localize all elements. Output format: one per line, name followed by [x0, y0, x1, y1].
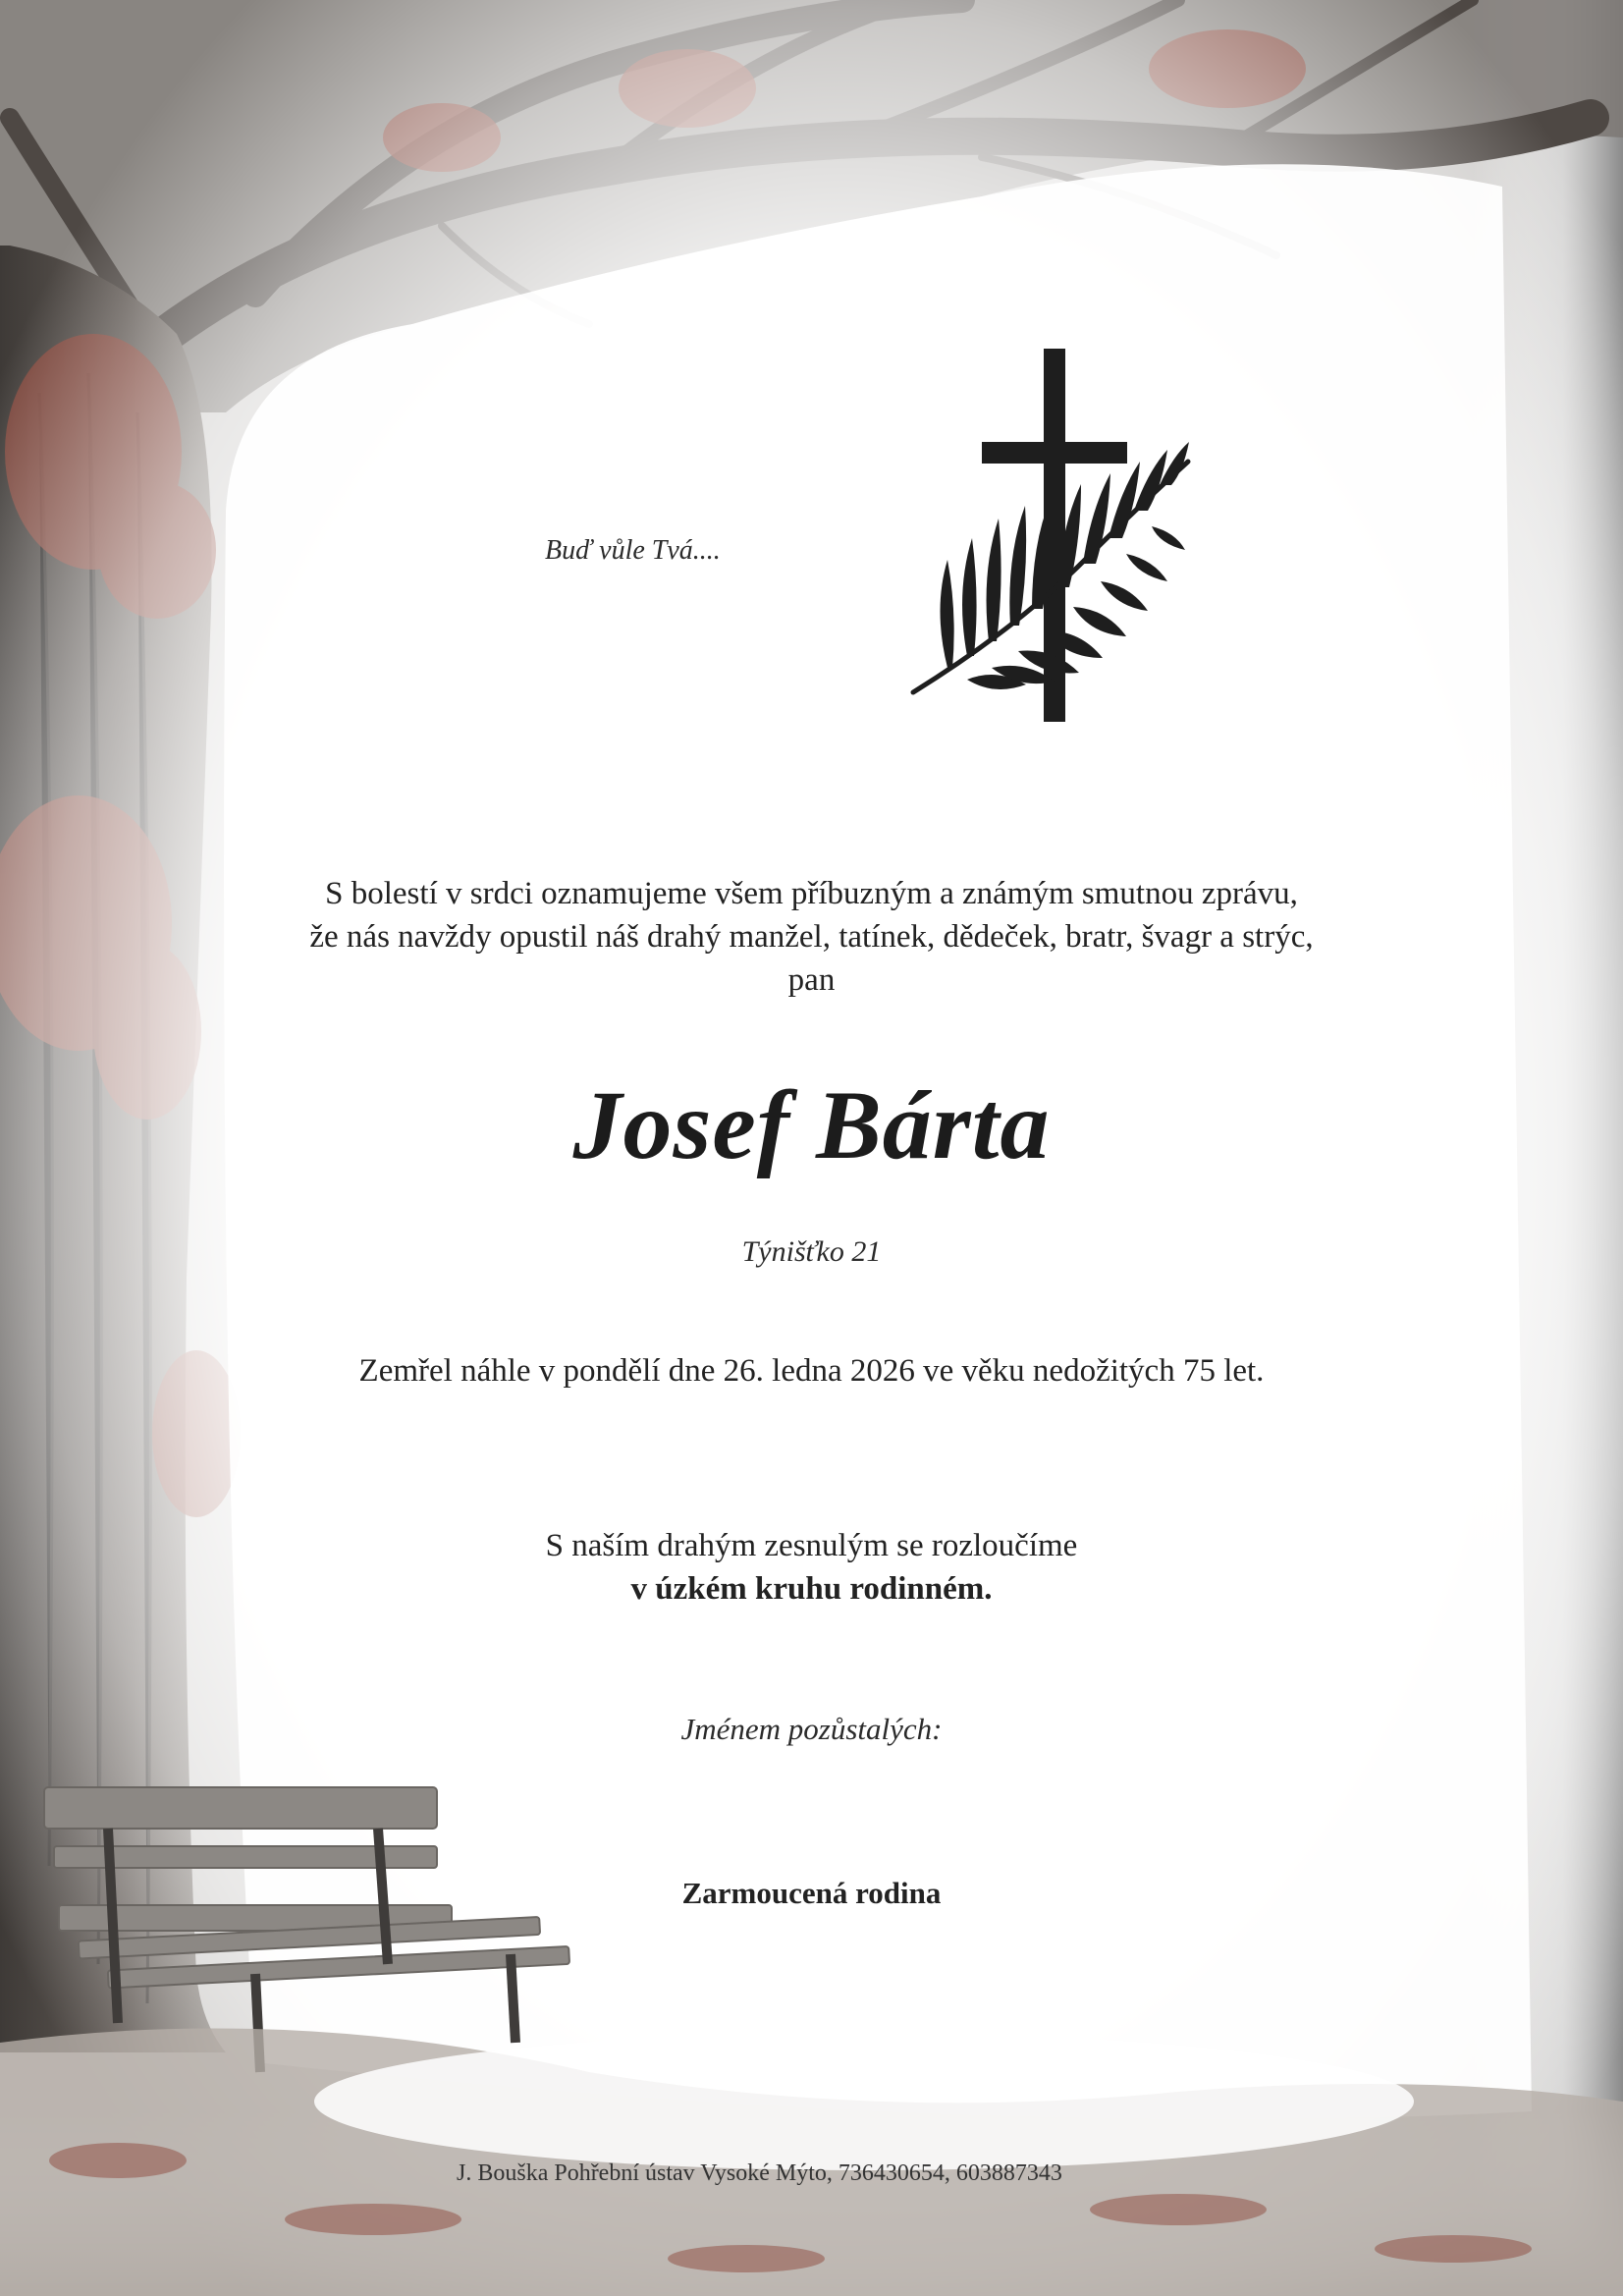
- farewell-line-1: S naším drahým zesnulým se rozloučíme: [545, 1528, 1078, 1563]
- death-statement: Zemřel náhle v pondělí dne 26. ledna 2026 ve věku nedožitých 75 let.: [358, 1353, 1265, 1389]
- cross-with-palm-icon: [908, 344, 1203, 732]
- deceased-address: Týnišťko 21: [741, 1235, 882, 1268]
- motto-text: Buď vůle Tvá....: [545, 535, 721, 566]
- farewell-text: [0, 1524, 1623, 1611]
- announcement-line-2: že nás navždy opustil náš drahý manžel, tatínek, dědeček, bratr, švagr a strýc,: [309, 919, 1314, 955]
- family-signature: Zarmoucená rodina: [681, 1876, 942, 1910]
- on-behalf-text: Jménem pozůstalých:: [680, 1712, 943, 1746]
- announcement-line-3: pan: [787, 962, 836, 998]
- deceased-name: Josef Bárta: [572, 1070, 1051, 1179]
- farewell-line-2: v úzkém kruhu rodinném.: [630, 1571, 993, 1607]
- announcement-text: [0, 872, 1623, 1002]
- announcement-line-1: S bolestí v srdci oznamujeme všem příbuzným a známým smutnou zprávu,: [325, 876, 1298, 911]
- funeral-service-footer: J. Bouška Pohřební ústav Vysoké Mýto, 736430654, 603887343: [457, 2160, 1062, 2186]
